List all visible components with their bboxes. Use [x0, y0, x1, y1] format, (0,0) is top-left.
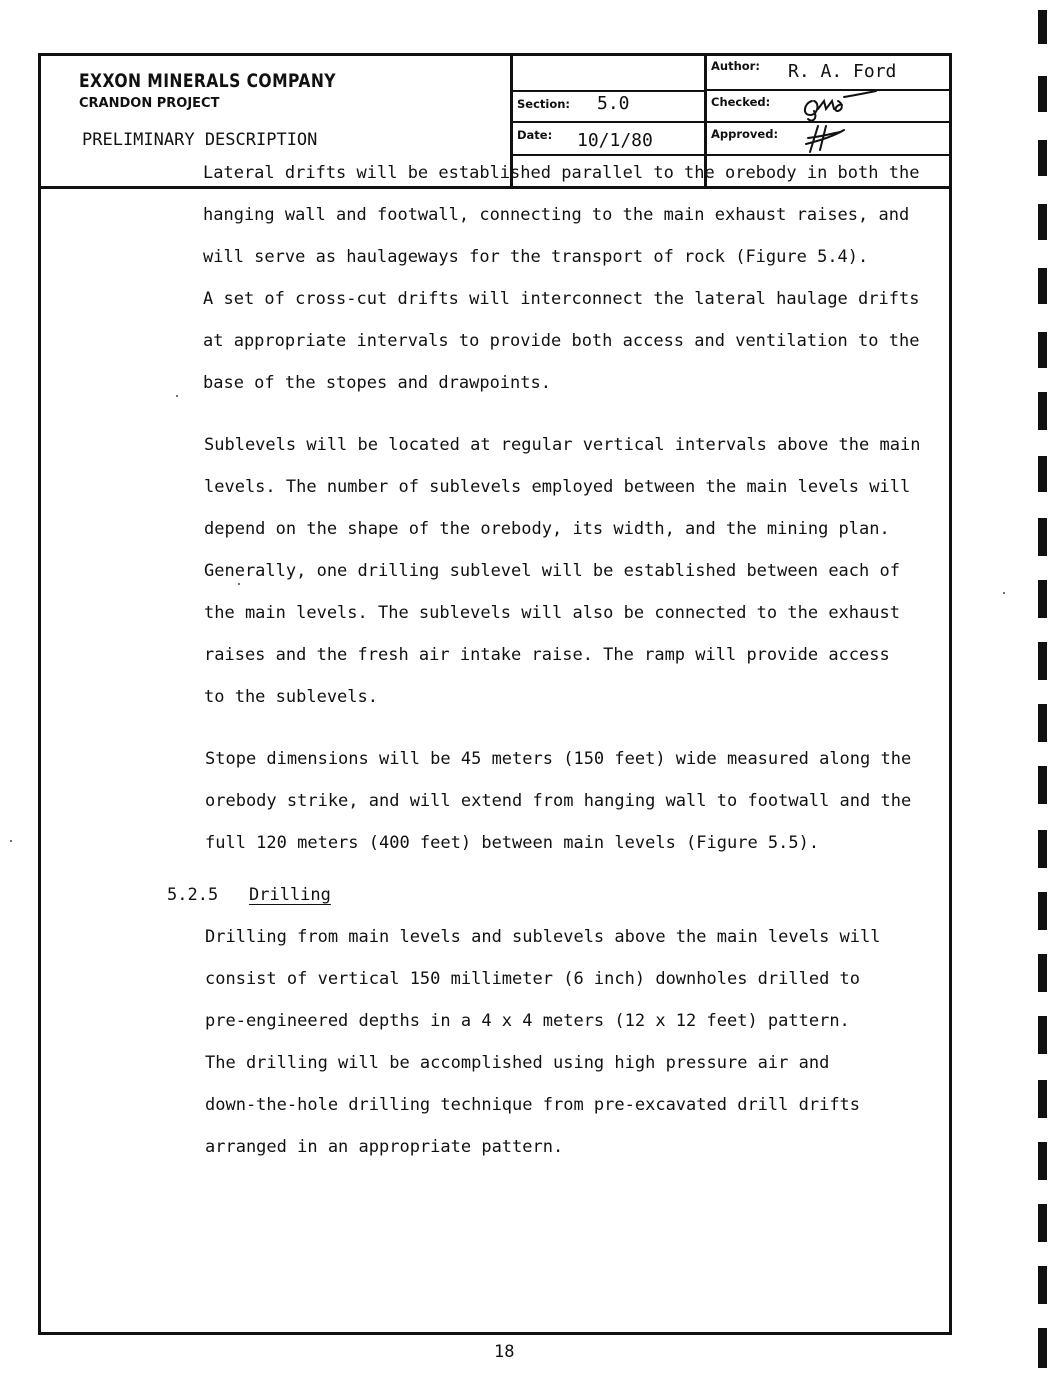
scan-speck — [10, 840, 12, 842]
binder-hole-mark — [1038, 392, 1047, 430]
text-line: levels. The number of sublevels employed between the main levels will — [204, 477, 911, 497]
section-value: 5.0 — [597, 93, 630, 114]
section-label: Section: — [517, 97, 571, 111]
paragraph — [205, 738, 912, 864]
binder-hole-mark — [1038, 1266, 1047, 1304]
binder-hole-mark — [1038, 642, 1047, 680]
document-type: PRELIMINARY DESCRIPTION — [82, 130, 318, 150]
binder-hole-mark — [1038, 10, 1047, 44]
checked-label: Checked: — [711, 95, 771, 109]
text-line: base of the stopes and drawpoints. — [203, 373, 551, 393]
header-rule — [510, 90, 704, 92]
text-line: Stope dimensions will be 45 meters (150 feet) wide measured along the — [205, 749, 912, 769]
binder-hole-mark — [1038, 1080, 1047, 1118]
company-name: EXXON MINERALS COMPANY — [79, 70, 337, 92]
date-value: 10/1/80 — [577, 130, 653, 151]
binder-hole-mark — [1038, 580, 1047, 618]
text-line: The drilling will be accomplished using high pressure air and — [205, 1053, 830, 1073]
text-line: down-the-hole drilling technique from pre-excavated drill drifts — [205, 1095, 861, 1115]
text-line: depend on the shape of the orebody, its width, and the mining plan. — [204, 519, 890, 539]
text-line: Drilling from main levels and sublevels above the main levels will — [205, 927, 881, 947]
scan-speck — [176, 395, 178, 397]
binder-hole-mark — [1038, 456, 1047, 492]
binder-hole-mark — [1038, 268, 1047, 304]
text-line: to the sublevels. — [204, 687, 378, 707]
binder-hole-mark — [1038, 332, 1047, 368]
binder-hole-mark — [1038, 518, 1047, 556]
paragraph — [203, 152, 920, 404]
binder-hole-mark — [1038, 704, 1047, 742]
date-label: Date: — [517, 128, 553, 142]
header-rule — [510, 121, 949, 123]
text-line: consist of vertical 150 millimeter (6 inch) downholes drilled to — [205, 969, 861, 989]
document-body — [165, 152, 921, 1168]
text-line: the main levels. The sublevels will also be connected to the exhaust — [204, 603, 900, 623]
text-line: at appropriate intervals to provide both access and ventilation to the — [203, 331, 920, 351]
checked-signature-icon — [798, 89, 878, 123]
text-line: pre-engineered depths in a 4 x 4 meters (12 x 12 feet) pattern. — [205, 1011, 850, 1031]
author-value: R. A. Ford — [788, 61, 897, 82]
binder-hole-mark — [1038, 204, 1047, 240]
text-line: will serve as haulageways for the transport of rock (Figure 5.4). — [203, 247, 869, 267]
binder-hole-mark — [1038, 1142, 1047, 1180]
text-line: full 120 meters (400 feet) between main levels (Figure 5.5). — [205, 833, 820, 853]
text-line: Generally, one drilling sublevel will be established between each of — [204, 561, 900, 581]
binder-hole-mark — [1038, 766, 1047, 804]
text-line: arranged in an appropriate pattern. — [205, 1137, 564, 1157]
text-line: orebody strike, and will extend from hanging wall to footwall and the — [205, 791, 912, 811]
approved-label: Approved: — [711, 127, 779, 141]
paragraph — [204, 424, 921, 718]
text-line: A set of cross-cut drifts will interconnect the lateral haulage drifts — [203, 289, 920, 309]
binder-hole-mark — [1038, 1204, 1047, 1242]
section-heading — [167, 874, 905, 916]
text-line: hanging wall and footwall, connecting to the main exhaust raises, and — [203, 205, 910, 225]
binder-hole-mark — [1038, 140, 1047, 176]
page-number: 18 — [494, 1342, 515, 1362]
text-line: Sublevels will be located at regular vertical intervals above the main — [204, 435, 921, 455]
section-title: Drilling — [249, 885, 331, 905]
paragraph — [205, 916, 905, 1168]
binder-hole-mark — [1038, 1016, 1047, 1054]
author-label: Author: — [711, 59, 760, 73]
binder-hole-mark — [1038, 830, 1047, 868]
project-name: CRANDON PROJECT — [79, 96, 220, 111]
binder-hole-mark — [1038, 1328, 1047, 1368]
binder-hole-mark — [1038, 76, 1047, 112]
approved-signature-icon — [804, 122, 864, 154]
section-number: 5.2.5 — [167, 885, 219, 905]
scan-speck — [238, 583, 240, 585]
binder-hole-mark — [1038, 954, 1047, 992]
binder-hole-mark — [1038, 892, 1047, 930]
scan-speck — [1003, 592, 1005, 594]
text-line: raises and the fresh air intake raise. The ramp will provide access — [204, 645, 890, 665]
text-line: Lateral drifts will be established parallel to the orebody in both the — [203, 163, 920, 183]
